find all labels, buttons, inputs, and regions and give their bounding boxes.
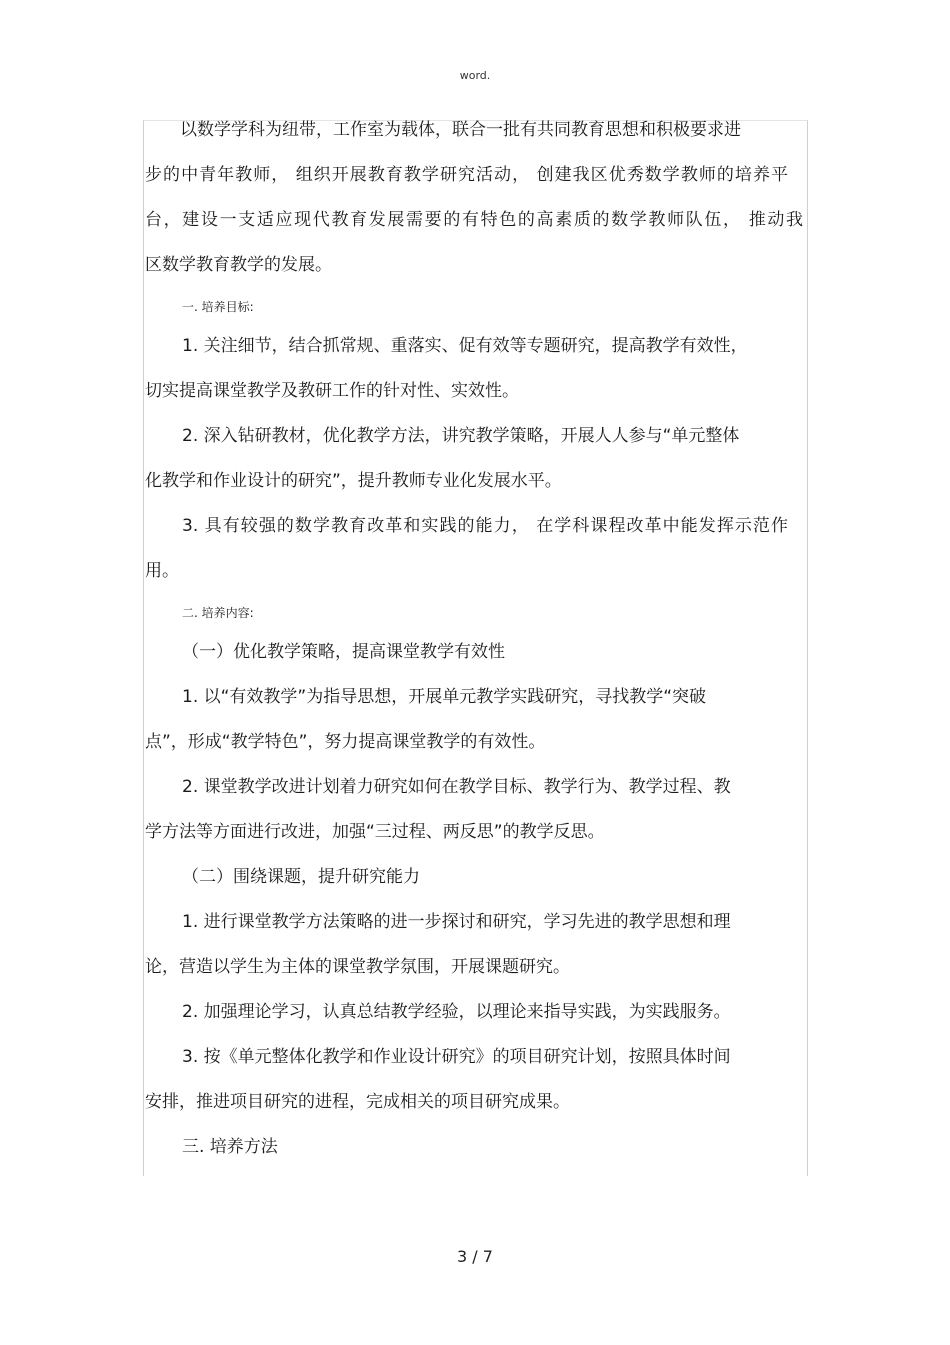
page-header: word. [459,69,491,82]
paragraph-line: 论，营造以学生为主体的课堂教学氛围，开展课题研究。 [145,957,570,977]
paragraph-line: 2. 加强理论学习，认真总结教学经验，以理论来指导实践，为实践服务。 [182,1002,731,1022]
paragraph-line: 化教学和作业设计的研究”，提升教师专业化发展水平。 [145,471,562,491]
paragraph-line: 以数学学科为纽带，工作室为载体，联合一批有共同教育思想和积极要求进 [180,120,741,140]
paragraph-line: 1. 进行课堂教学方法策略的进一步探讨和研究，学习先进的教学思想和理 [182,912,731,932]
section-heading: 一. 培养目标: [182,300,254,314]
paragraph-line: 2. 课堂教学改进计划着力研究如何在教学目标、教学行为、教学过程、教 [182,777,731,797]
paragraph-line: 2. 深入钻研教材，优化教学方法，讲究教学策略，开展人人参与“单元整体 [182,426,740,446]
paragraph-line: 点”，形成“教学特色”，努力提高课堂教学的有效性。 [145,732,546,752]
paragraph-line: 安排，推进项目研究的进程，完成相关的项目研究成果。 [145,1092,570,1112]
paragraph-line: 学方法等方面进行改进，加强“三过程、两反思”的教学反思。 [145,822,605,842]
paragraph-line: 切实提高课堂教学及教研工作的针对性、实效性。 [145,381,519,401]
subsection-heading: （一）优化教学策略，提高课堂教学有效性 [182,642,505,662]
page-number: 3 / 7 [457,1247,493,1266]
section-heading: 二. 培养内容: [182,606,254,620]
paragraph-line: 区数学教育教学的发展。 [145,255,332,275]
paragraph-line: 用。 [145,561,179,581]
paragraph-line: 1. 以“有效教学”为指导思想，开展单元教学实践研究，寻找教学“突破 [182,687,707,707]
section-heading: 三. 培养方法 [182,1137,278,1157]
paragraph-line: 步的中青年教师， 组织开展教育教学研究活动， 创建我区优秀数学教师的培养平 [145,165,788,185]
paragraph-line: 3. 按《单元整体化教学和作业设计研究》的项目研究计划，按照具体时间 [182,1047,731,1067]
paragraph-line: 3. 具有较强的数学教育改革和实践的能力， 在学科课程改革中能发挥示范作 [182,516,788,536]
paragraph-line: 1. 关注细节，结合抓常规、重落实、促有效等专题研究，提高教学有效性， [182,336,748,356]
paragraph-line: 台，建设一支适应现代教育发展需要的有特色的高素质的数学教师队伍， 推动我 [145,210,803,230]
subsection-heading: （二）围绕课题，提升研究能力 [182,867,420,887]
